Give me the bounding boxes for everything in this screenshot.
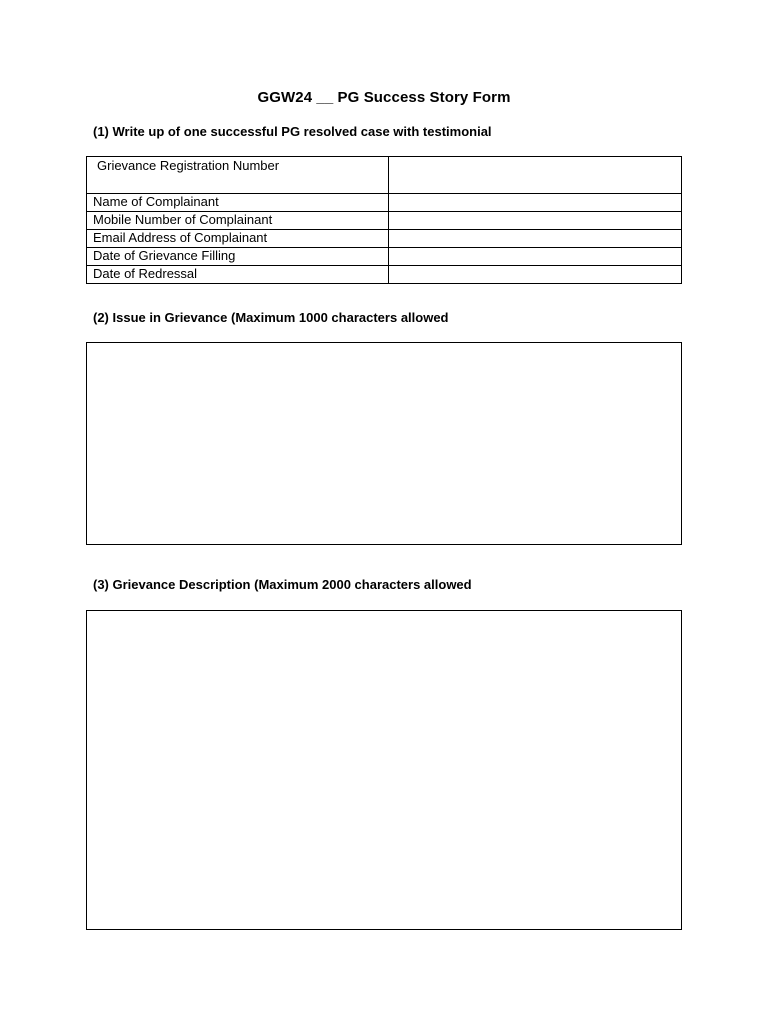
table-row <box>87 266 682 284</box>
grievance-filing-date-label: Date of Grievance Filling <box>87 248 389 266</box>
complainant-name-label: Name of Complainant <box>87 194 389 212</box>
issue-in-grievance-box[interactable] <box>86 342 682 545</box>
form-title: GGW24 __ PG Success Story Form <box>257 89 511 106</box>
table-row <box>87 194 682 212</box>
section-2-heading: (2) Issue in Grievance (Maximum 1000 characters allowed <box>93 310 449 325</box>
complainant-mobile-field[interactable] <box>389 212 682 230</box>
redressal-date-label: Date of Redressal <box>87 266 389 284</box>
complainant-details-table <box>86 156 682 284</box>
complainant-name-field[interactable] <box>389 194 682 212</box>
table-row <box>87 248 682 266</box>
table-row <box>87 157 682 194</box>
grievance-registration-number-label: Grievance Registration Number <box>87 157 389 194</box>
grievance-registration-number-field[interactable] <box>389 157 682 194</box>
section-3-heading: (3) Grievance Description (Maximum 2000 characters allowed <box>93 577 472 592</box>
table-row <box>87 212 682 230</box>
complainant-email-field[interactable] <box>389 230 682 248</box>
redressal-date-field[interactable] <box>389 266 682 284</box>
grievance-description-box[interactable] <box>86 610 682 930</box>
table-row <box>87 230 682 248</box>
complainant-mobile-label: Mobile Number of Complainant <box>87 212 389 230</box>
complainant-email-label: Email Address of Complainant <box>87 230 389 248</box>
grievance-filing-date-field[interactable] <box>389 248 682 266</box>
section-1-heading: (1) Write up of one successful PG resolved case with testimonial <box>93 124 492 139</box>
